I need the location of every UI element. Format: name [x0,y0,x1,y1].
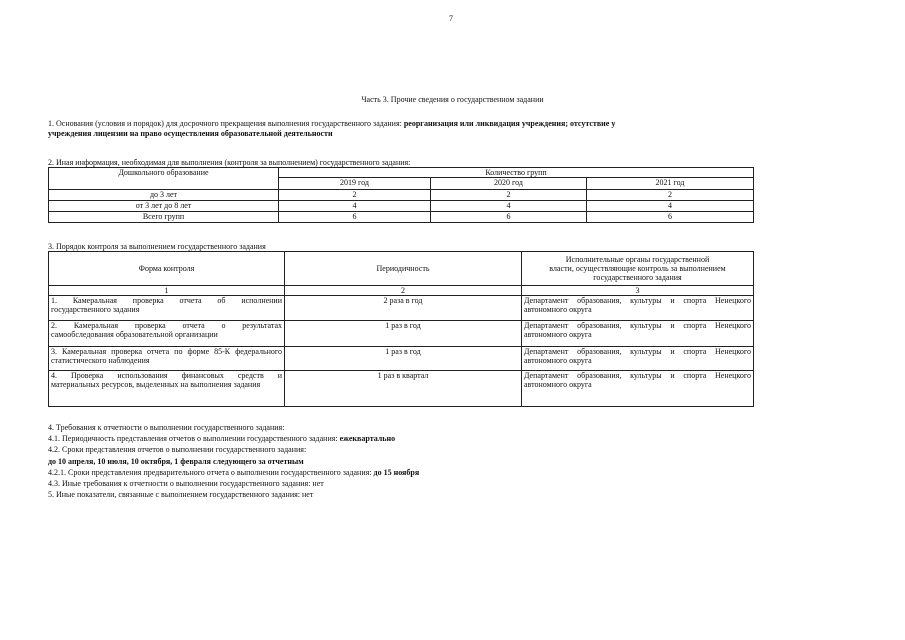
section-4-2-1-lead: 4.2.1. Сроки представления предварительного отчета о выполнении государственного задания: [48,467,374,477]
section-2-title: 2. Иная информация, необходимая для выполнения (контроля за выполнением) государственного задания: [48,158,411,167]
groups-table [48,167,754,223]
org-header-line: власти, осуществляющие контроль за выполнением [549,264,726,273]
section-4 [48,422,419,500]
control-org-cell [522,371,754,407]
form-line: 1. Камеральная проверка отчета об исполнении [51,296,282,305]
org-header-line: Исполнительные органы государственной [565,255,710,264]
row-label: Всего групп [49,212,279,223]
control-form-cell [49,371,285,407]
control-period-cell: 1 раз в год [285,347,522,371]
column-number: 2 [285,286,522,296]
org-line: Департамент образования, культуры и спорта Ненецкого [524,347,751,356]
control-org-cell [522,296,754,321]
table-row [49,347,754,371]
section-1-bold-1: реорганизация или ликвидация учреждения; отсутствие у [403,119,616,128]
org-line: Департамент образования, культуры и спорта Ненецкого [524,321,751,330]
form-line: государственного задания [51,305,140,314]
section-4-line [48,433,419,444]
section-4-2-value: до 10 апреля, 10 июля, 10 октября, 1 февраля следующего за отчетным [48,456,304,466]
section-5-line: 5. Иные показатели, связанные с выполнением государственного задания: нет [48,490,314,500]
column-number: 3 [522,286,754,296]
year-header: 2020 год [431,178,587,190]
section-4-1-lead: 4.1. Периодичность представления отчетов о выполнении государственного задания: [48,434,340,444]
control-table [48,251,754,407]
section-4-line: 4.3. Иные требования к отчетности о выполнении государственного задания: нет [48,479,324,489]
section-4-1-value: ежеквартально [339,434,396,444]
form-line: 3. Камеральная проверка отчета по форме 85-К федерального [51,347,282,356]
cell-value: 4 [279,201,431,212]
cell-value: 2 [279,190,431,201]
control-period-cell: 1 раз в квартал [285,371,522,407]
org-line: автономного округа [524,380,592,389]
row-label: от 3 лет до 8 лет [49,201,279,212]
cell-value: 4 [587,201,754,212]
section-1-lead: 1. Основания (условия и порядок) для досрочного прекращения выполнения государственного задания: [48,119,404,128]
form-line: самообследования образовательной организации [51,330,218,339]
control-org-header [522,252,754,286]
control-form-header: Форма контроля [49,252,285,286]
table-row [49,371,754,407]
control-form-cell [49,347,285,371]
section-4-line [48,456,419,467]
control-period-cell: 1 раз в год [285,321,522,347]
control-form-cell [49,321,285,347]
form-line: 4. Проверка использования финансовых средств и [51,371,282,380]
section-4-line [48,467,419,478]
org-header-line: государственного задания [593,273,682,282]
org-line: автономного округа [524,356,592,365]
org-line: Департамент образования, культуры и спорта Ненецкого [524,296,751,305]
year-header: 2019 год [279,178,431,190]
cell-value: 6 [431,212,587,223]
org-line: автономного округа [524,330,592,339]
year-header: 2021 год [587,178,754,190]
form-line: материальных ресурсов, выделенных на выполнения задания [51,380,261,389]
cell-value: 6 [279,212,431,223]
row-label: до 3 лет [49,190,279,201]
control-period-cell: 2 раза в год [285,296,522,321]
form-line: статистического наблюдения [51,356,150,365]
table-row [49,296,754,321]
section-4-2-1-value: до 15 ноября [373,467,420,477]
form-line: 2. Камеральная проверка отчета о результатах [51,321,282,330]
table-row [49,190,754,201]
part-title: Часть 3. Прочие сведения о государственном задании [361,95,544,104]
control-org-cell [522,347,754,371]
cell-value: 4 [431,201,587,212]
section-4-line: 4.2. Сроки представления отчетов о выполнении государственного задания: [48,445,307,455]
column-number: 1 [49,286,285,296]
groups-col1-header: Дошкольного образование [49,168,279,190]
section-4-line: 4. Требования к отчетности о выполнении государственного задания: [48,423,285,432]
org-line: автономного округа [524,305,592,314]
table-row [49,201,754,212]
section-1 [48,119,768,139]
org-line: Департамент образования, культуры и спорта Ненецкого [524,371,751,380]
cell-value: 2 [587,190,754,201]
control-form-cell [49,296,285,321]
control-period-header: Периодичность [285,252,522,286]
cell-value: 6 [587,212,754,223]
groups-count-header: Количество групп [279,168,754,178]
table-row [49,321,754,347]
cell-value: 2 [431,190,587,201]
table-row [49,212,754,223]
section-3-title: 3. Порядок контроля за выполнением государственного задания [48,242,266,251]
section-1-bold-2: учреждения лицензии на право осуществления образовательной деятельности [48,129,333,138]
control-org-cell [522,321,754,347]
page-number: 7 [449,14,453,23]
